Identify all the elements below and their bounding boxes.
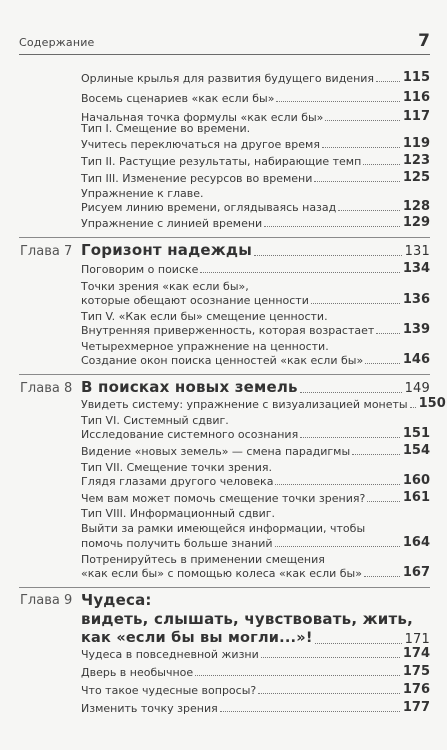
chapter-title: Горизонт надежды 131 — [81, 241, 430, 259]
header-rule — [19, 54, 430, 55]
toc-entry: Увидеть систему: упражнение с визуализацией монеты 150 — [81, 396, 446, 411]
toc-entry: Тип III. Изменение ресурсов во времени 125 — [81, 170, 430, 185]
toc-entry: Тип II. Растущие результаты, набирающие темп 123 — [81, 153, 430, 168]
toc-entry: Учитесь переключаться на другое время 119 — [81, 136, 430, 151]
toc-entry-line: Выйти за рамки имеющейся информации, чтобы — [81, 522, 366, 535]
chapter-title: как «если бы вы могли...»! 171 — [81, 630, 430, 647]
toc-entry: которые обещают осознание ценности 136 — [81, 292, 430, 307]
toc-entry-line: Точки зрения «как если бы», — [81, 280, 249, 293]
toc-entry: Создание окон поиска ценностей «как если бы» 146 — [81, 352, 430, 367]
chapter-title-line: видеть, слышать, чувствовать, жить, — [81, 610, 413, 628]
chapter-label: Глава 9 — [20, 593, 73, 608]
page-number: 7 — [418, 31, 430, 51]
chapter-divider — [19, 374, 430, 375]
chapter-label: Глава 8 — [20, 381, 73, 396]
toc-entry-line: Потренируйтесь в применении смещения — [81, 553, 325, 566]
toc-entry: Видение «новых земель» — смена парадигмы 154 — [81, 443, 430, 458]
chapter-title: В поисках новых земель 149 — [81, 378, 430, 396]
chapter-label: Глава 7 — [20, 244, 73, 259]
chapter-title-line: Чудеса: — [81, 591, 152, 609]
toc-entry: Восемь сценариев «как если бы» 116 — [81, 90, 430, 105]
toc-entry: Рисуем линию времени, оглядываясь назад 128 — [81, 199, 430, 214]
toc-entry: Поговорим о поиске 134 — [81, 261, 430, 276]
chapter-divider — [19, 237, 430, 238]
toc-entry: Что такое чудесные вопросы? 176 — [81, 682, 430, 697]
toc-entry: Дверь в необычное 175 — [81, 664, 430, 679]
toc-entry-line: Тип I. Смещение во времени. — [81, 122, 251, 135]
toc-entry-line: Упражнение к главе. — [81, 187, 204, 200]
toc-entry-line: Тип VII. Смещение точки зрения. — [81, 461, 273, 474]
toc-entry: Исследование системного осознания 151 — [81, 426, 430, 441]
toc-entry: «как если бы» с помощью колеса «как если бы» 167 — [81, 565, 430, 580]
toc-entry: Глядя глазами другого человека 160 — [81, 473, 430, 488]
toc-entry: Чем вам может помочь смещение точки зрения? 161 — [81, 490, 430, 505]
toc-entry: помочь получить больше знаний 164 — [81, 535, 430, 550]
toc-entry-line: Тип VI. Системный сдвиг. — [81, 414, 229, 427]
toc-entry: Орлиные крылья для развития будущего видения 115 — [81, 70, 430, 85]
toc-entry: Начальная точка формулы «как если бы» 117 — [81, 109, 430, 124]
toc-entry-line: Тип V. «Как если бы» смещение ценности. — [81, 310, 328, 323]
toc-entry: Внутренняя приверженность, которая возрастает 139 — [81, 322, 430, 337]
toc-entry: Упражнение с линией времени 129 — [81, 215, 430, 230]
toc-entry: Изменить точку зрения 177 — [81, 700, 430, 715]
chapter-divider — [19, 587, 430, 588]
toc-entry: Чудеса в повседневной жизни 174 — [81, 646, 430, 661]
running-header: Содержание — [19, 36, 95, 49]
toc-entry-line: Четырехмерное упражнение на ценности. — [81, 340, 329, 353]
toc-entry-line: Тип VIII. Информационный сдвиг. — [81, 507, 276, 520]
